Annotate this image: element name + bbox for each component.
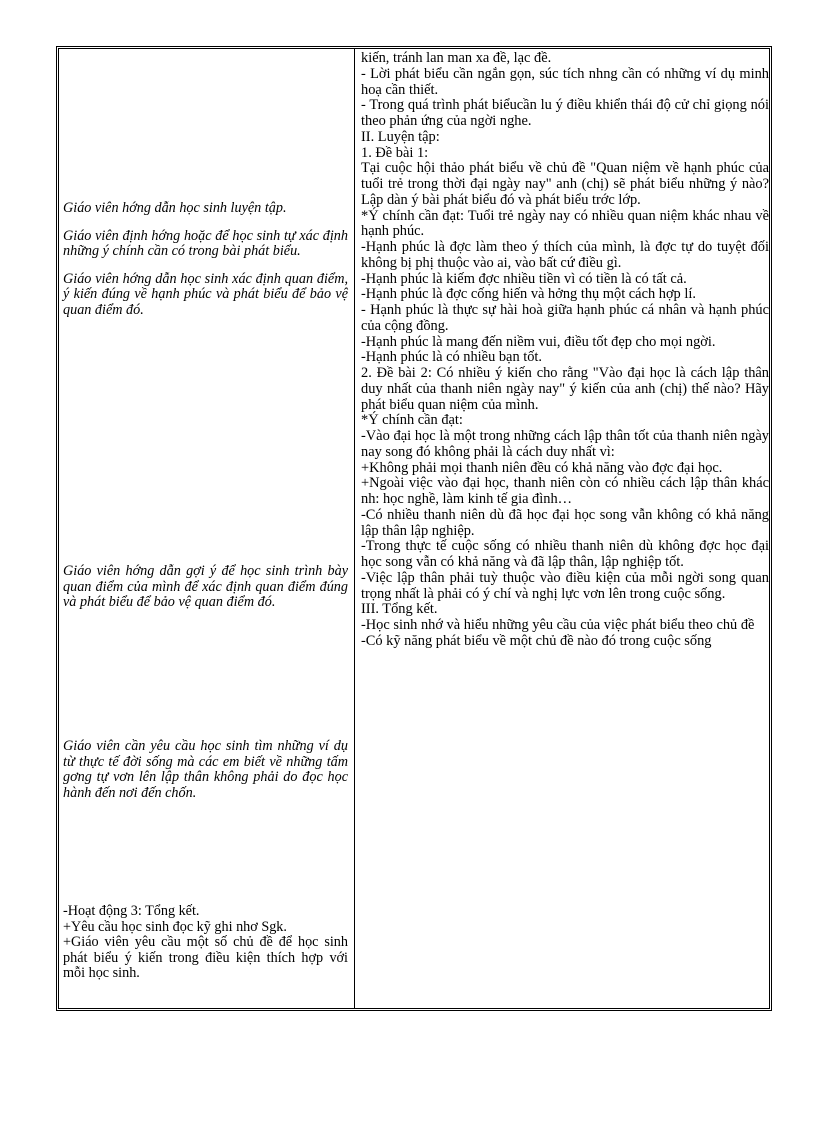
teacher-activity-group-1 (63, 201, 348, 331)
exercise-heading: 2. Đề bài 2: Có nhiều ý kiến cho rằng "Vào đại học là cách lập thân duy nhất của thanh niên ngày nay" ý kiến của anh (chị) thế nào? Hãy phát biểu quan niệm của mình. (361, 365, 769, 413)
lesson-line: -Hạnh phúc là kiếm đợc nhiều tiền vì có tiền là có tất cả. (361, 270, 687, 287)
lesson-line: -Trong thực tế cuộc sống có nhiều thanh niên dù không đợc học đại học song vẫn có khả năng và đã lập thân, lập nghiệp tốt. (361, 538, 769, 570)
exercise-heading: 1. Đề bài 1: (361, 144, 429, 161)
lesson-line: -Học sinh nhớ và hiểu những yêu cầu của việc phát biểu theo chủ đề (361, 617, 755, 633)
lesson-content (361, 51, 769, 650)
section-heading: III. Tổng kết. (361, 601, 438, 618)
lesson-line: Tại cuộc hội thảo phát biểu về chủ đề "Quan niệm về hạnh phúc của tuổi trẻ trong thời đại ngày nay" anh (chị) sẽ phát biểu những ý nào? Lập dàn ý bài phát biểu đó và phát biểu trớc lớp. (361, 160, 769, 208)
lesson-line: -Có nhiều thanh niên dù đã học đại học song vẫn không có khả năng lập thân lập nghiệp. (361, 506, 769, 539)
lesson-line: -Hạnh phúc là đợc làm theo ý thích của mình, là đợc tự do tuyệt đối không bị phị thuộc vào ai, vào bất cứ điều gì. (361, 239, 769, 271)
lesson-line: - Trong quá trình phát biểucần lu ý điều khiển thái độ cử chỉ giọng nói theo phản ứng của ngời nghe. (361, 97, 769, 129)
lesson-line: -Có kỹ năng phát biểu về một chủ đề nào đó trong cuộc sống (361, 632, 712, 649)
teacher-note: Giáo viên hớng dẫn học sinh luyện tập. (63, 200, 287, 216)
section-heading: II. Luyện tập: (361, 128, 440, 145)
teacher-note: Giáo viên định hớng hoặc để học sinh tự xác định những ý chính cần có trong bài phát biểu. (63, 227, 348, 260)
lesson-line: -Hạnh phúc là có nhiều bạn tốt. (361, 349, 543, 366)
lesson-line: +Ngoài việc vào đại học, thanh niên còn có nhiều cách lập thân khác nh: học nghề, làm kinh tế gia đình… (361, 475, 769, 507)
lesson-line: -Hạnh phúc là đợc cống hiến và hởng thụ một cách hợp lí. (361, 286, 696, 303)
lesson-line: - Lời phát biểu cần ngắn gọn, súc tích nhng cần có những ví dụ minh hoạ cần thiết. (361, 65, 769, 98)
teacher-note: Giáo viên hớng dẫn gợi ý để học sinh trình bày quan điểm của mình để xác định quan điểm đúng và phát biểu để bảo vệ quan điểm đó. (63, 563, 348, 611)
activity-step: +Giáo viên yêu cầu một số chủ đề để học sinh phát biểu ý kiến trong điều kiện thích hợp với mỗi học sinh. (63, 934, 348, 982)
lesson-line: -Việc lập thân phải tuỳ thuộc vào điều kiện của mỗi ngời song quan trọng nhất là phải có ý chí và nghị lực vơn lên trong cuộc sống. (361, 569, 769, 602)
lesson-line: kiến, tránh lan man xa đề, lạc đề. (361, 50, 552, 66)
content-table (56, 46, 772, 1011)
lesson-line: - Hạnh phúc là thực sự hài hoà giữa hạnh phúc cá nhân và hạnh phúc của cộng đồng. (361, 302, 769, 334)
lesson-line: -Vào đại học là một trong những cách lập thân tốt của thanh niên ngày nay song đó không phải là cách duy nhất vì: (361, 428, 769, 460)
lesson-line: -Hạnh phúc là mang đến niềm vui, điều tốt đẹp cho mọi ngời. (361, 333, 716, 350)
teacher-activity-group-3 (63, 739, 348, 813)
lesson-line: +Không phải mọi thanh niên đều có khả năng vào đợc đại học. (361, 459, 723, 476)
teacher-note: Giáo viên hớng dẫn học sinh xác định quan điểm, ý kiến đúng về hạnh phúc và phát biểu để bảo vệ quan điểm đó. (63, 270, 348, 318)
activity-heading: -Hoạt động 3: Tổng kết. (63, 903, 200, 919)
teacher-activity-group-2 (63, 564, 348, 623)
teacher-activity-group-4 (63, 904, 348, 982)
lesson-line: *Ý chính cần đạt: Tuổi trẻ ngày nay có nhiều quan niệm khác nhau về hạnh phúc. (361, 207, 769, 240)
lesson-line: *Ý chính cần đạt: (361, 412, 463, 429)
column-divider (354, 49, 355, 1008)
teacher-note: Giáo viên cần yêu cầu học sinh tìm những ví dụ từ thực tế đời sống mà các em biết về những tấm gơng tự vơn lên lập thân không phải do đọc học hành đến nơi đến chốn. (63, 738, 348, 801)
activity-step: +Yêu cầu học sinh đọc kỹ ghi nhơ Sgk. (63, 918, 287, 935)
